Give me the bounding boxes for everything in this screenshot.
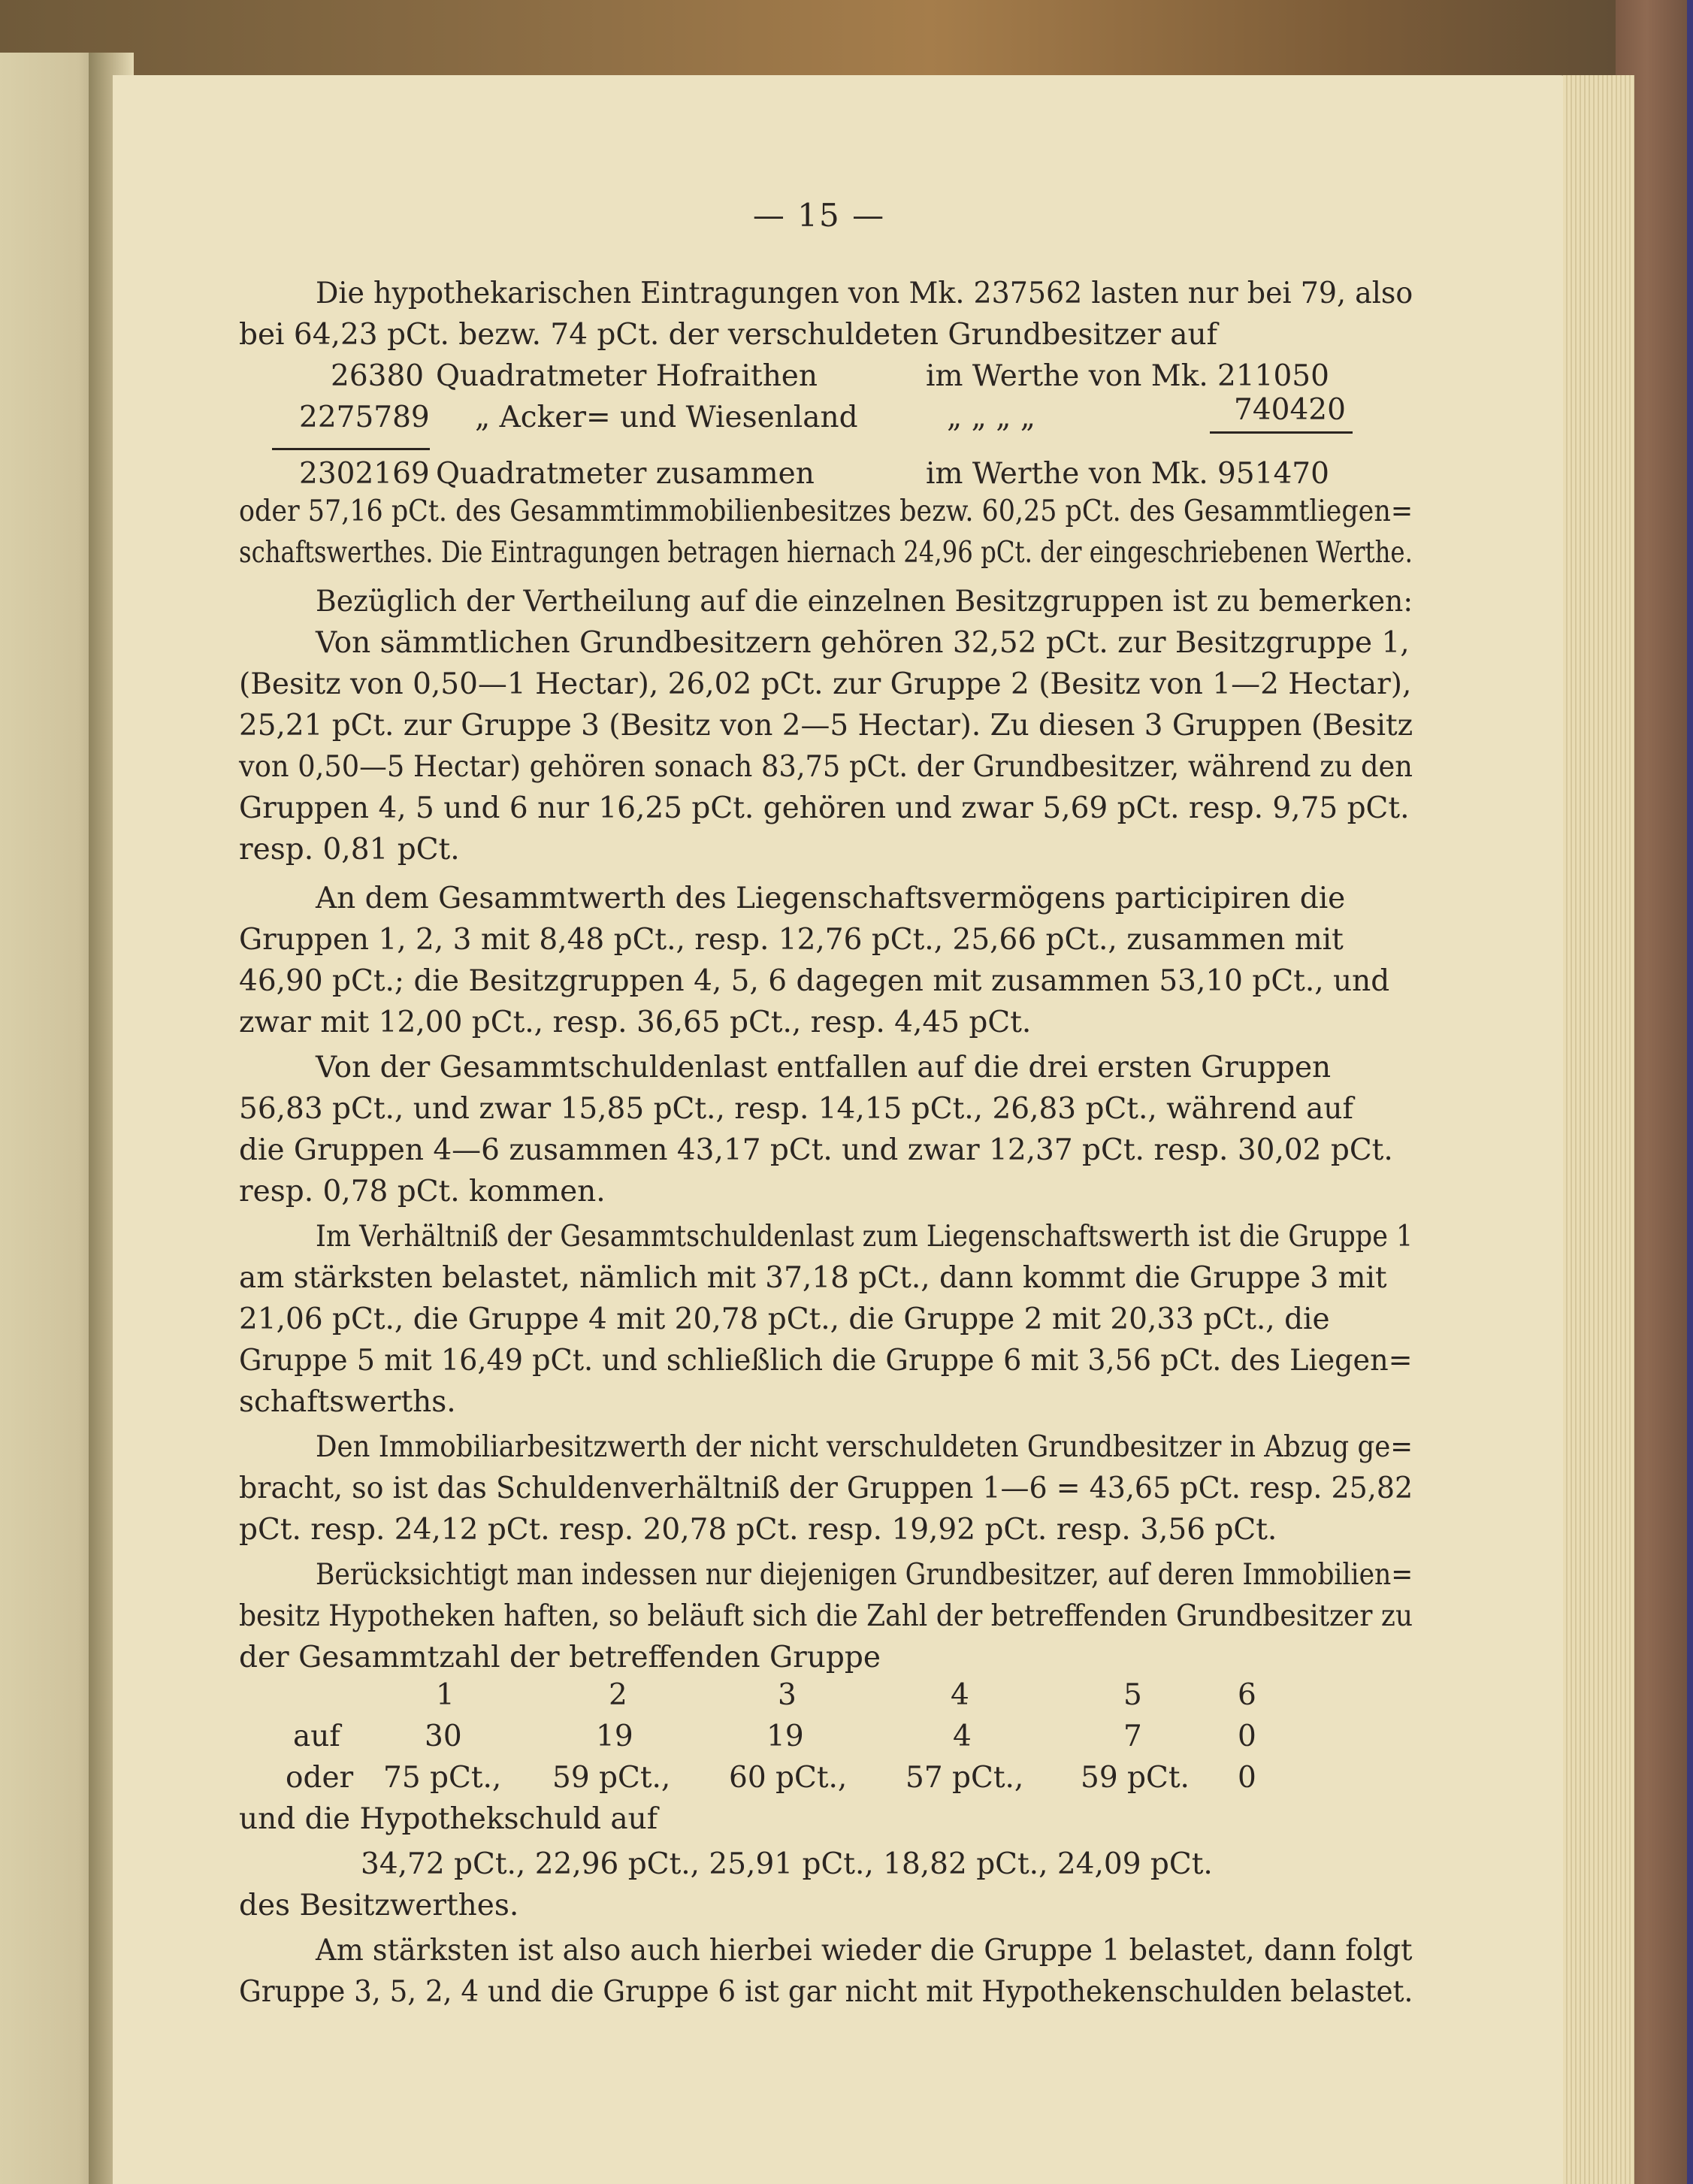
- land-qm-total: 2302169: [299, 457, 430, 491]
- group-percent: 57 pCt.,: [905, 1761, 1024, 1795]
- text-line: oder 57,16 pCt. des Gesammtimmobilienbesitzes bezw. 60,25 pCt. des Gesammtliegen=: [239, 495, 1413, 528]
- scan-border: [1687, 0, 1693, 2184]
- text-line: bei 64,23 pCt. bezw. 74 pCt. der verschuldeten Grundbesitzer auf: [239, 318, 1218, 352]
- text-line: Berücksichtigt man indessen nur diejenigen Grundbesitzer, auf deren Immobilien=: [316, 1558, 1413, 1592]
- land-qm: 2275789: [299, 401, 430, 434]
- text-line: Gruppe 5 mit 16,49 pCt. und schließlich die Gruppe 6 mit 3,56 pCt. des Liegen=: [239, 1344, 1413, 1378]
- mortgage-values: 34,72 pCt., 22,96 pCt., 25,91 pCt., 18,82 pCt., 24,09 pCt.: [361, 1847, 1213, 1881]
- land-value: 211050: [1217, 359, 1329, 393]
- text-line: Gruppe 3, 5, 2, 4 und die Gruppe 6 ist gar nicht mit Hypothekenschulden belastet.: [239, 1975, 1413, 2009]
- text-line: Im Verhältniß der Gesammtschuldenlast zum Liegenschaftswerth ist die Gruppe 1: [316, 1220, 1413, 1254]
- text-line: die Gruppen 4—6 zusammen 43,17 pCt. und zwar 12,37 pCt. resp. 30,02 pCt.: [239, 1133, 1393, 1167]
- text-line: resp. 0,78 pCt. kommen.: [239, 1175, 606, 1208]
- group-header: 5: [1123, 1678, 1142, 1712]
- text-line: Die hypothekarischen Eintragungen von Mk. 237562 lasten nur bei 79, also: [316, 277, 1413, 310]
- text-line: besitz Hypotheken haften, so beläuft sich die Zahl der betreffenden Grundbesitzer zu: [239, 1599, 1413, 1633]
- land-label-total: im Werthe von Mk.: [926, 457, 1208, 491]
- text-line: resp. 0,81 pCt.: [239, 833, 460, 867]
- group-percent: 59 pCt.,: [552, 1761, 671, 1795]
- group-count: 19: [766, 1720, 804, 1753]
- group-count: 30: [425, 1720, 462, 1753]
- text-line: bracht, so ist das Schuldenverhältniß der Gruppen 1—6 = 43,65 pCt. resp. 25,82: [239, 1472, 1413, 1505]
- text-line: Von der Gesammtschuldenlast entfallen auf die drei ersten Gruppen: [316, 1051, 1332, 1084]
- group-percent: 0: [1238, 1761, 1256, 1795]
- row-label-auf: auf: [293, 1720, 340, 1753]
- text-line: des Besitzwerthes.: [239, 1889, 519, 1922]
- land-type: Quadratmeter Hofraithen: [436, 359, 818, 393]
- text-line: Gruppen 1, 2, 3 mit 8,48 pCt., resp. 12,76 pCt., 25,66 pCt., zusammen mit: [239, 923, 1344, 957]
- text-line: Bezüglich der Vertheilung auf die einzelnen Besitzgruppen ist zu bemerken:: [316, 585, 1413, 619]
- text-line: 56,83 pCt., und zwar 15,85 pCt., resp. 14,15 pCt., 26,83 pCt., während auf: [239, 1092, 1353, 1126]
- text-line: pCt. resp. 24,12 pCt. resp. 20,78 pCt. resp. 19,92 pCt. resp. 3,56 pCt.: [239, 1513, 1277, 1547]
- text-line: Von sämmtlichen Grundbesitzern gehören 32,52 pCt. zur Besitzgruppe 1,: [316, 626, 1410, 660]
- land-type: „ Acker= und Wiesenland: [475, 401, 858, 434]
- page-edges: [1563, 75, 1634, 2184]
- group-header: 6: [1238, 1678, 1256, 1712]
- land-value-total: 951470: [1217, 457, 1329, 491]
- land-value: 740420: [1234, 393, 1346, 427]
- sum-rule-right: [1210, 431, 1353, 434]
- text-line: Am stärksten ist also auch hierbei wieder die Gruppe 1 belastet, dann folgt: [316, 1934, 1413, 1968]
- land-label: „ „ „ „: [947, 401, 1036, 434]
- group-header: 1: [436, 1678, 455, 1712]
- group-header: 3: [778, 1678, 797, 1712]
- text-line: 25,21 pCt. zur Gruppe 3 (Besitz von 2—5 Hectar). Zu diesen 3 Gruppen (Besitz: [239, 709, 1413, 743]
- text-line: schaftswerthes. Die Eintragungen betragen hiernach 24,96 pCt. der eingeschriebenen Werthe.: [239, 536, 1413, 570]
- text-line: von 0,50—5 Hectar) gehören sonach 83,75 pCt. der Grundbesitzer, während zu den: [239, 750, 1413, 784]
- text-line: Gruppen 4, 5 und 6 nur 16,25 pCt. gehören und zwar 5,69 pCt. resp. 9,75 pCt.: [239, 791, 1410, 825]
- group-header: 2: [609, 1678, 627, 1712]
- text-line: An dem Gesammtwerth des Liegenschaftsvermögens participiren die: [316, 882, 1346, 915]
- group-count: 4: [953, 1720, 972, 1753]
- text-line: der Gesammtzahl der betreffenden Gruppe: [239, 1641, 881, 1674]
- text-line: 21,06 pCt., die Gruppe 4 mit 20,78 pCt., die Gruppe 2 mit 20,33 pCt., die: [239, 1302, 1330, 1336]
- text-line: schaftswerths.: [239, 1385, 456, 1419]
- land-type-total: Quadratmeter zusammen: [436, 457, 815, 491]
- text-line: am stärksten belastet, nämlich mit 37,18 pCt., dann kommt die Gruppe 3 mit: [239, 1261, 1387, 1295]
- land-label: im Werthe von Mk.: [926, 359, 1208, 393]
- row-label-oder: oder: [286, 1761, 354, 1795]
- sum-rule-left: [272, 448, 430, 450]
- group-count: 19: [596, 1720, 633, 1753]
- text-line: 46,90 pCt.; die Besitzgruppen 4, 5, 6 dagegen mit zusammen 53,10 pCt., und: [239, 964, 1390, 998]
- text-line: Den Immobiliarbesitzwerth der nicht verschuldeten Grundbesitzer in Abzug ge=: [316, 1430, 1413, 1464]
- text-line: und die Hypothekschuld auf: [239, 1802, 658, 1836]
- group-percent: 60 pCt.,: [729, 1761, 848, 1795]
- group-header: 4: [951, 1678, 969, 1712]
- text-line: (Besitz von 0,50—1 Hectar), 26,02 pCt. zur Gruppe 2 (Besitz von 1—2 Hectar),: [239, 667, 1412, 701]
- page-number: — 15 —: [752, 197, 886, 234]
- group-count: 0: [1238, 1720, 1256, 1753]
- land-qm: 26380: [331, 359, 425, 393]
- group-percent: 75 pCt.,: [383, 1761, 502, 1795]
- text-line: zwar mit 12,00 pCt., resp. 36,65 pCt., resp. 4,45 pCt.: [239, 1006, 1032, 1039]
- group-percent: 59 pCt.: [1081, 1761, 1190, 1795]
- group-count: 7: [1123, 1720, 1142, 1753]
